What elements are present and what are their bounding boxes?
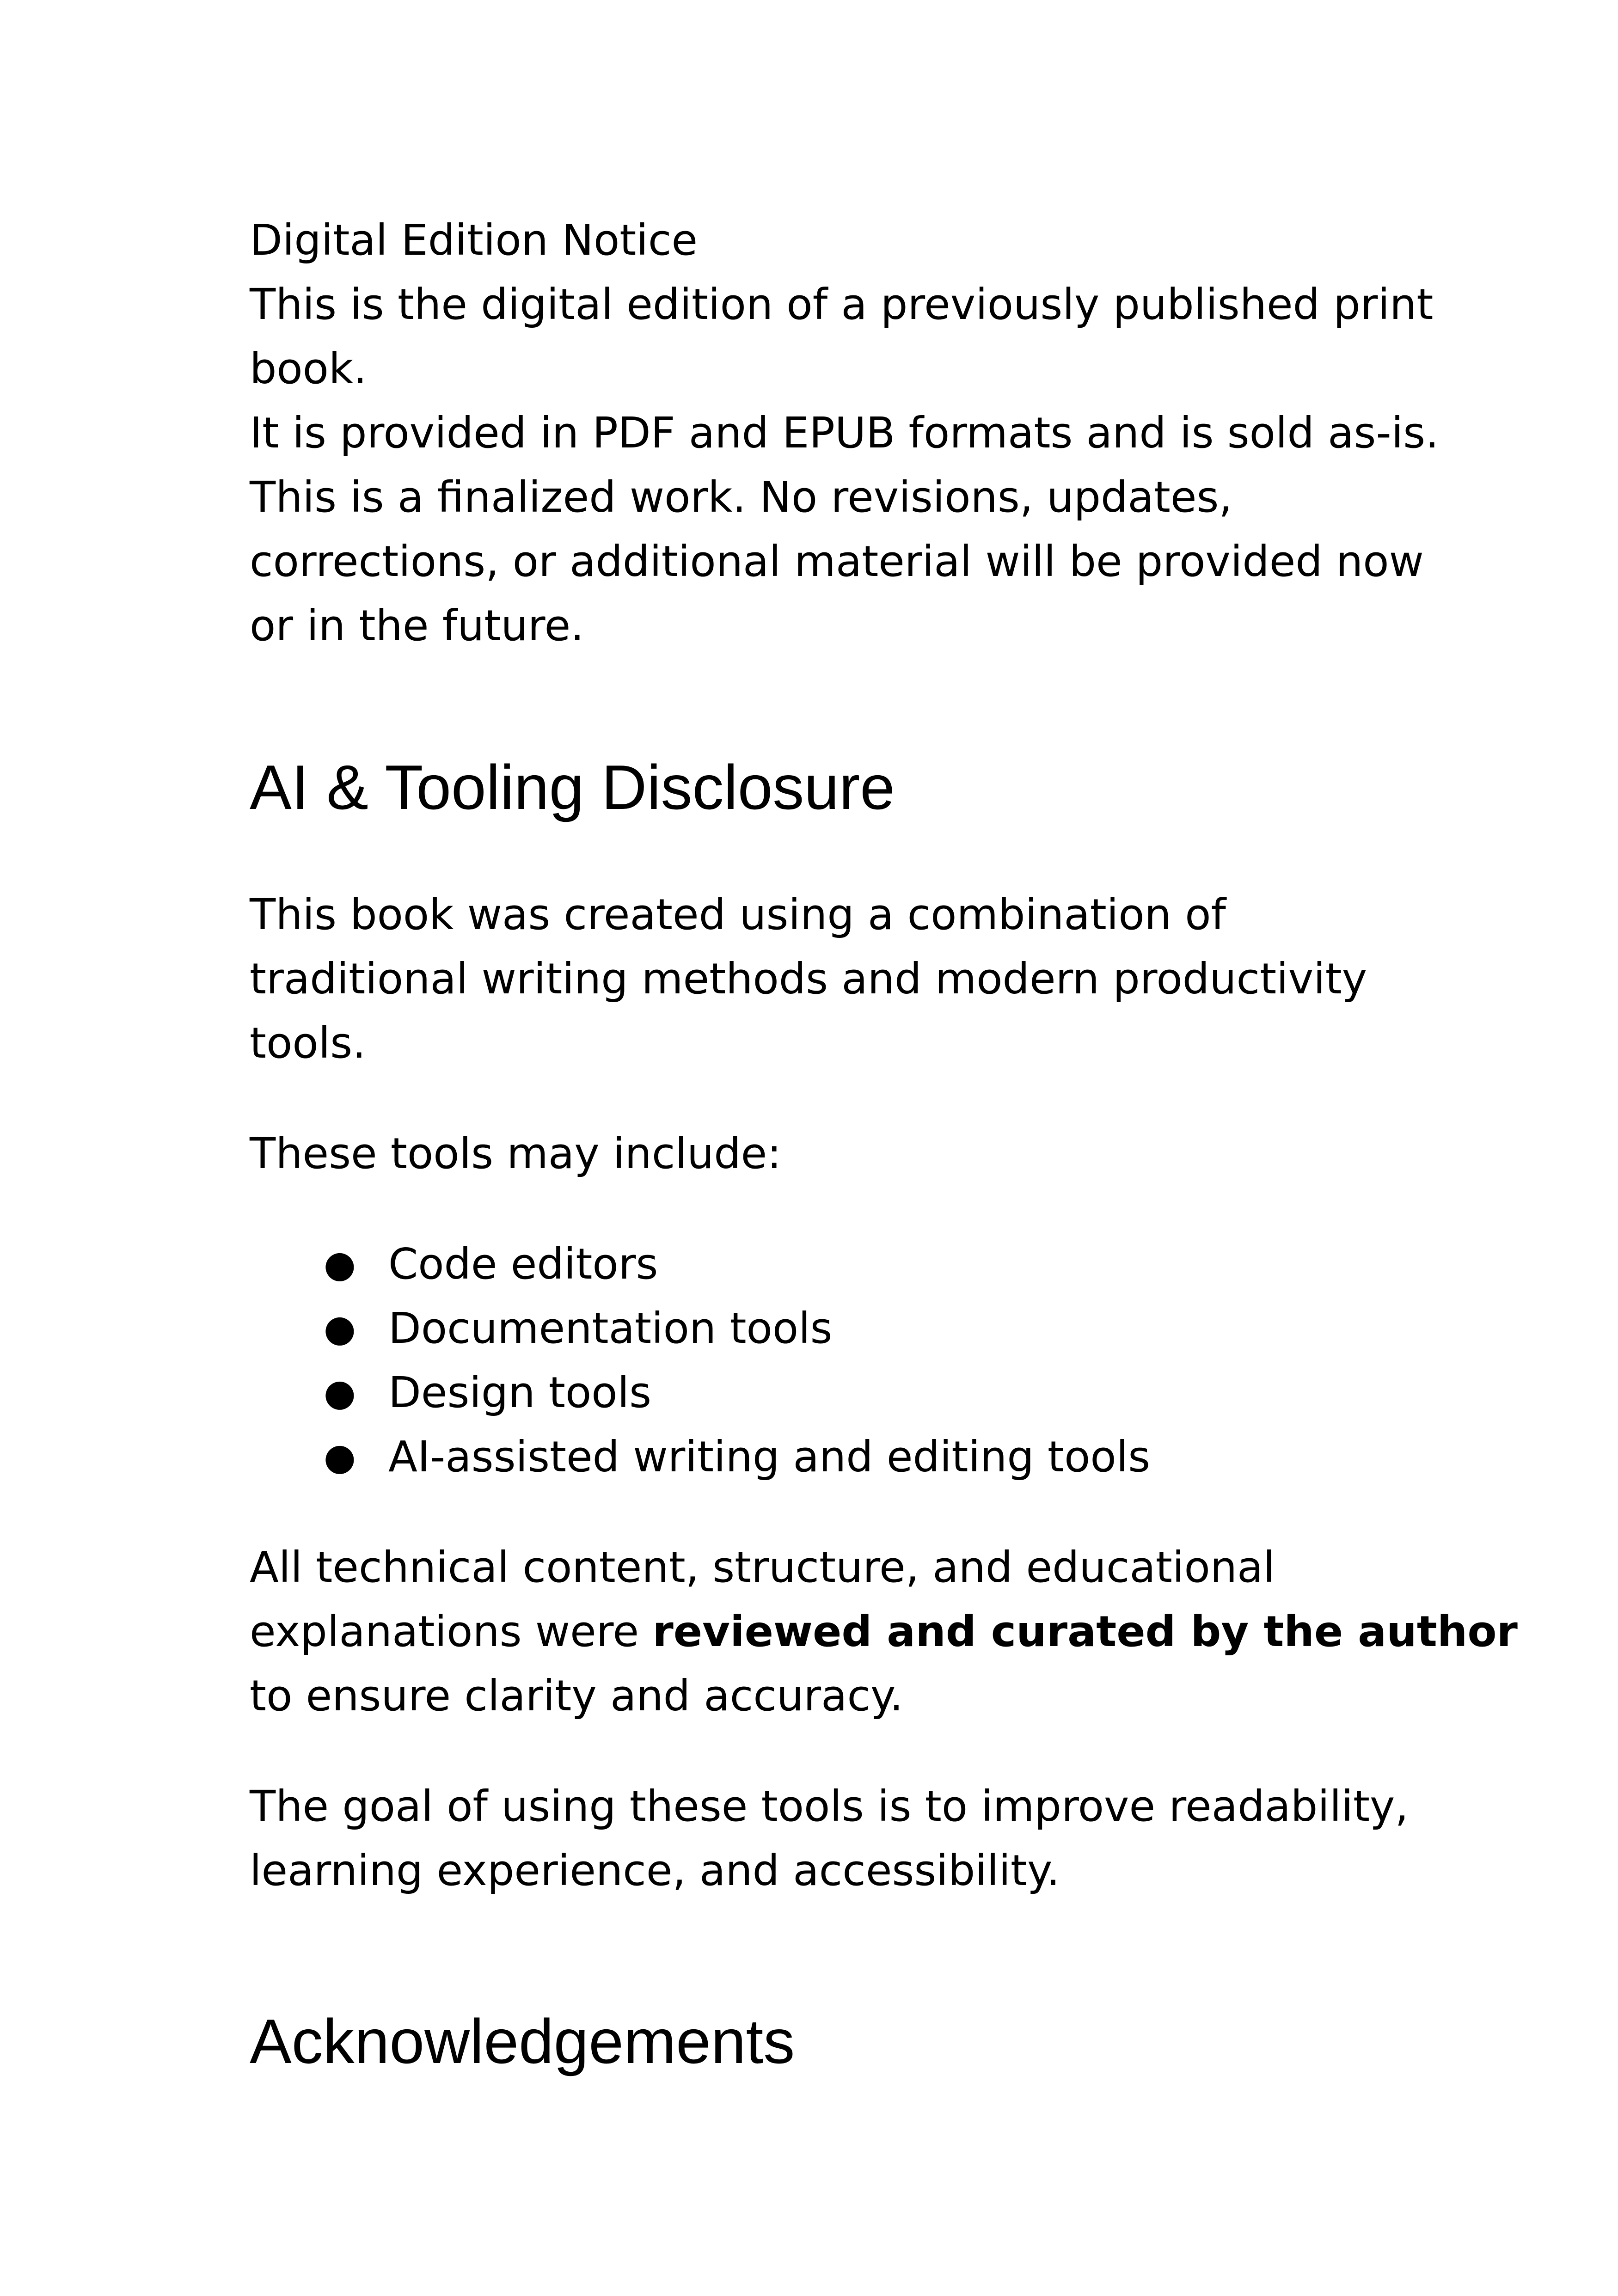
paragraph-line: These tools may include: (250, 1129, 782, 1178)
list-item (250, 1360, 1433, 1425)
ai-disclosure-heading: AI & Tooling Disclosure (250, 752, 895, 822)
emphasized-text: reviewed and curated by the author (652, 1607, 1518, 1656)
notice-title: Digital Edition Notice (250, 215, 698, 265)
notice-line: This is the digital edition of a previously published print (250, 280, 1434, 329)
digital-edition-notice (250, 208, 1439, 658)
paragraph-line: to ensure clarity and accuracy. (250, 1671, 903, 1720)
paragraph-line: All technical content, structure, and educational (250, 1543, 1275, 1592)
bullet-icon: ● (324, 1371, 356, 1414)
list-item-text: Design tools (388, 1368, 652, 1417)
notice-line: or in the future. (250, 601, 584, 650)
paragraph-line: learning experience, and accessibility. (250, 1846, 1060, 1895)
goal-paragraph (250, 1774, 1433, 1903)
review-paragraph (250, 1535, 1518, 1728)
notice-line: This is a finalized work. No revisions, updates, (250, 472, 1232, 522)
list-item-text: Documentation tools (388, 1304, 833, 1353)
list-item-text: Code editors (388, 1239, 658, 1289)
ai-intro-paragraph (250, 882, 1433, 1075)
acknowledgements-heading: Acknowledgements (250, 2006, 795, 2076)
page-content (250, 208, 1518, 2137)
paragraph-line (250, 1599, 1518, 1664)
tools-list (250, 1232, 1433, 1489)
bullet-icon: ● (324, 1243, 356, 1286)
paragraph-line: This book was created using a combination of (250, 890, 1226, 939)
paragraph-text: explanations were (250, 1607, 653, 1656)
notice-line: It is provided in PDF and EPUB formats and is sold as-is. (250, 408, 1439, 458)
list-item-text: AI-assisted writing and editing tools (388, 1432, 1151, 1482)
bullet-icon: ● (324, 1435, 356, 1478)
tools-intro-paragraph (250, 1121, 1433, 1186)
bullet-icon: ● (324, 1307, 356, 1350)
list-item (250, 1425, 1433, 1489)
paragraph-line: The goal of using these tools is to improve readability, (250, 1782, 1409, 1831)
list-item (250, 1296, 1433, 1360)
notice-line: corrections, or additional material will be provided now (250, 537, 1424, 586)
list-item (250, 1232, 1433, 1296)
paragraph-line: tools. (250, 1018, 366, 1068)
paragraph-line: traditional writing methods and modern productivity (250, 954, 1367, 1004)
notice-line: book. (250, 344, 367, 393)
